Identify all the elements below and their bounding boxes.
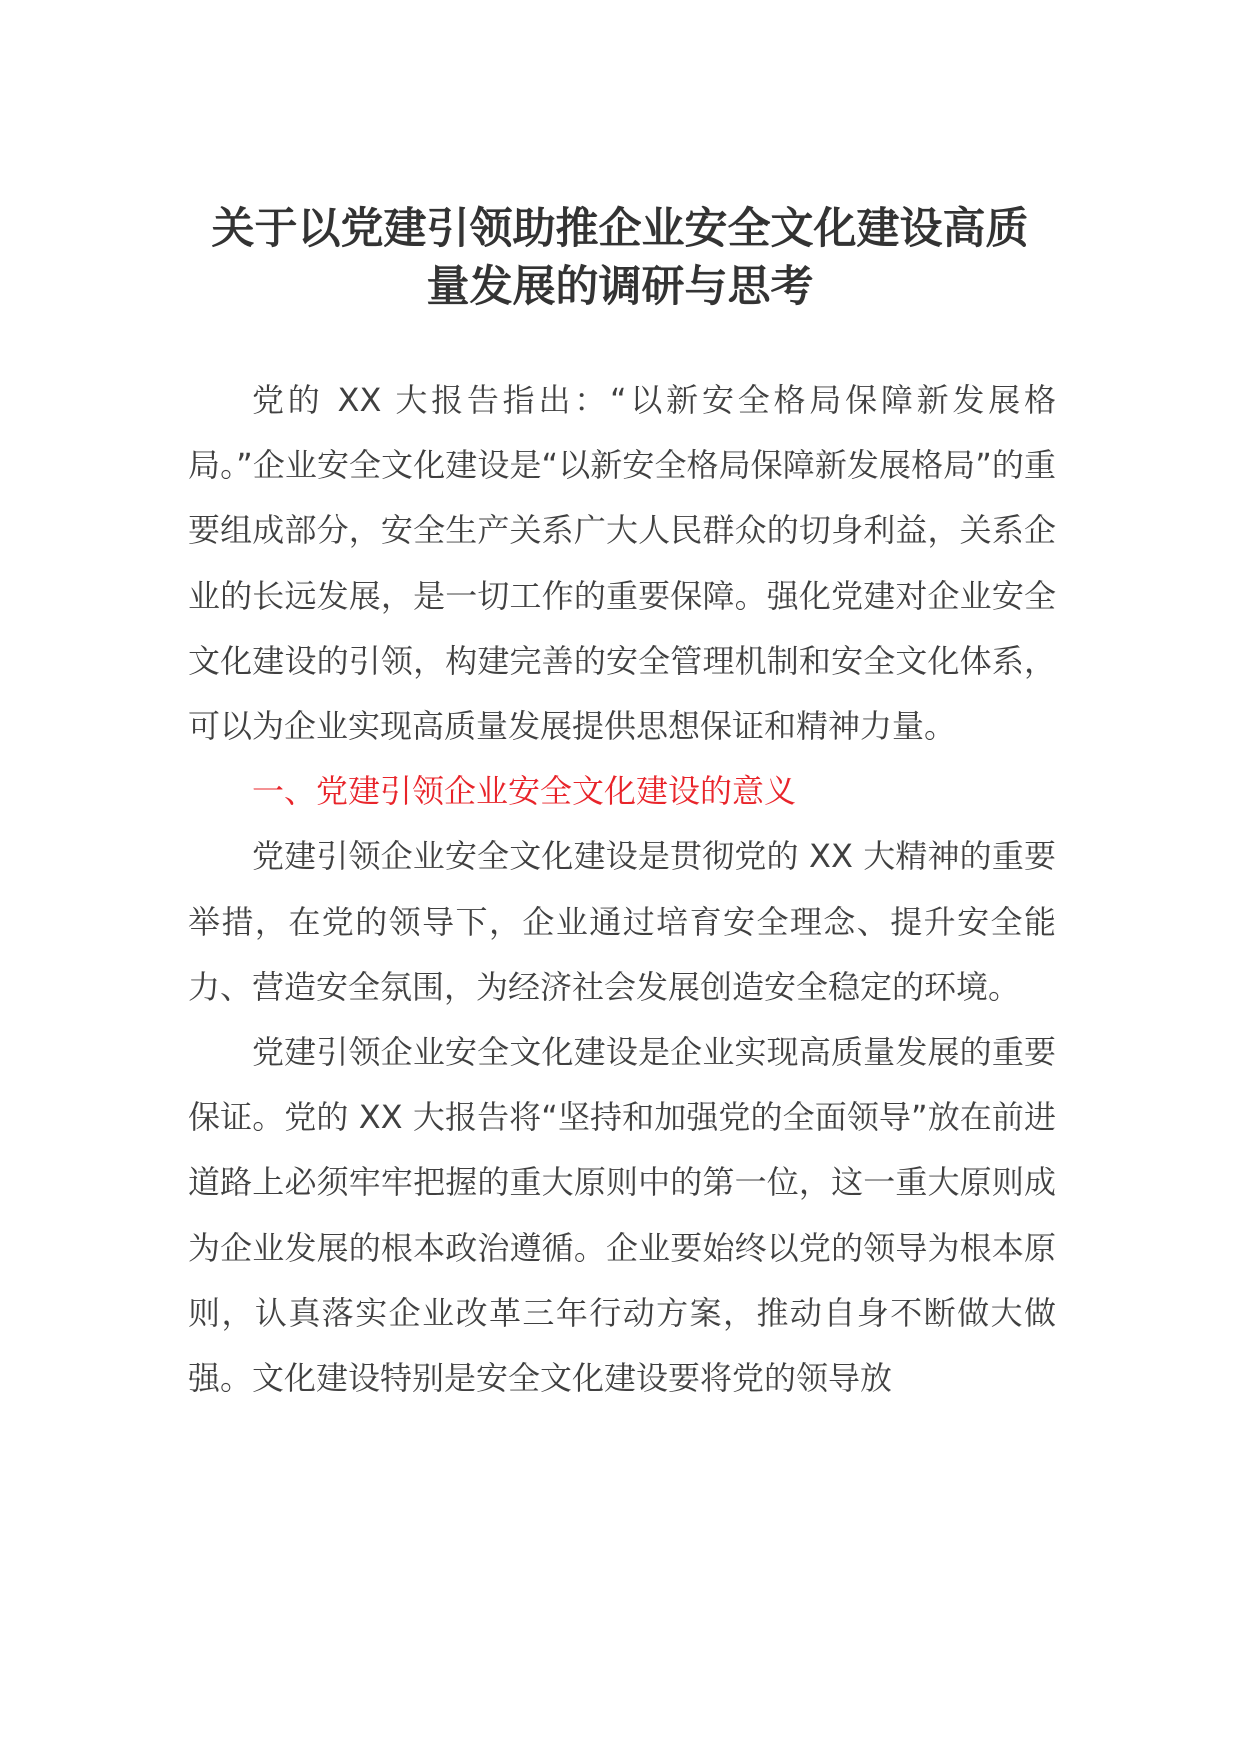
document-body (188, 368, 1056, 1411)
document-title (150, 200, 1090, 316)
title-line-1: 关于以党建引领助推企业安全文化建设高质 (211, 204, 1029, 254)
title-line-2: 量发展的调研与思考 (426, 262, 814, 312)
paragraph-significance-1: 党建引领企业安全文化建设是贯彻党的 XX 大精神的重要举措，在党的领导下，企业通过培育安全理念、提升安全能力、营造安全氛围，为经济社会发展创造安全稳定的环境。 (188, 837, 1056, 1006)
paragraph-significance-2: 党建引领企业安全文化建设是企业实现高质量发展的重要保证。党的 XX 大报告将“坚持和加强党的全面领导”放在前进道路上必须牢牢把握的重大原则中的第一位，这一重大原则成为企业发展的根本政治遵循。企业要始终以党的领导为根本原则，认真落实企业改革三年行动方案，推动自身不断做大做强。文化建设特别是安全文化建设要将党的领导放 (188, 1033, 1056, 1398)
section-heading-1: 一、党建引领企业安全文化建设的意义 (252, 772, 797, 811)
paragraph-intro: 党的 XX 大报告指出：“以新安全格局保障新发展格局。”企业安全文化建设是“以新安全格局保障新发展格局”的重要组成部分，安全生产关系广大人民群众的切身利益，关系企业的长远发展，是一切工作的重要保障。强化党建对企业安全文化建设的引领，构建完善的安全管理机制和安全文化体系，可以为企业实现高质量发展提供思想保证和精神力量。 (188, 381, 1056, 746)
